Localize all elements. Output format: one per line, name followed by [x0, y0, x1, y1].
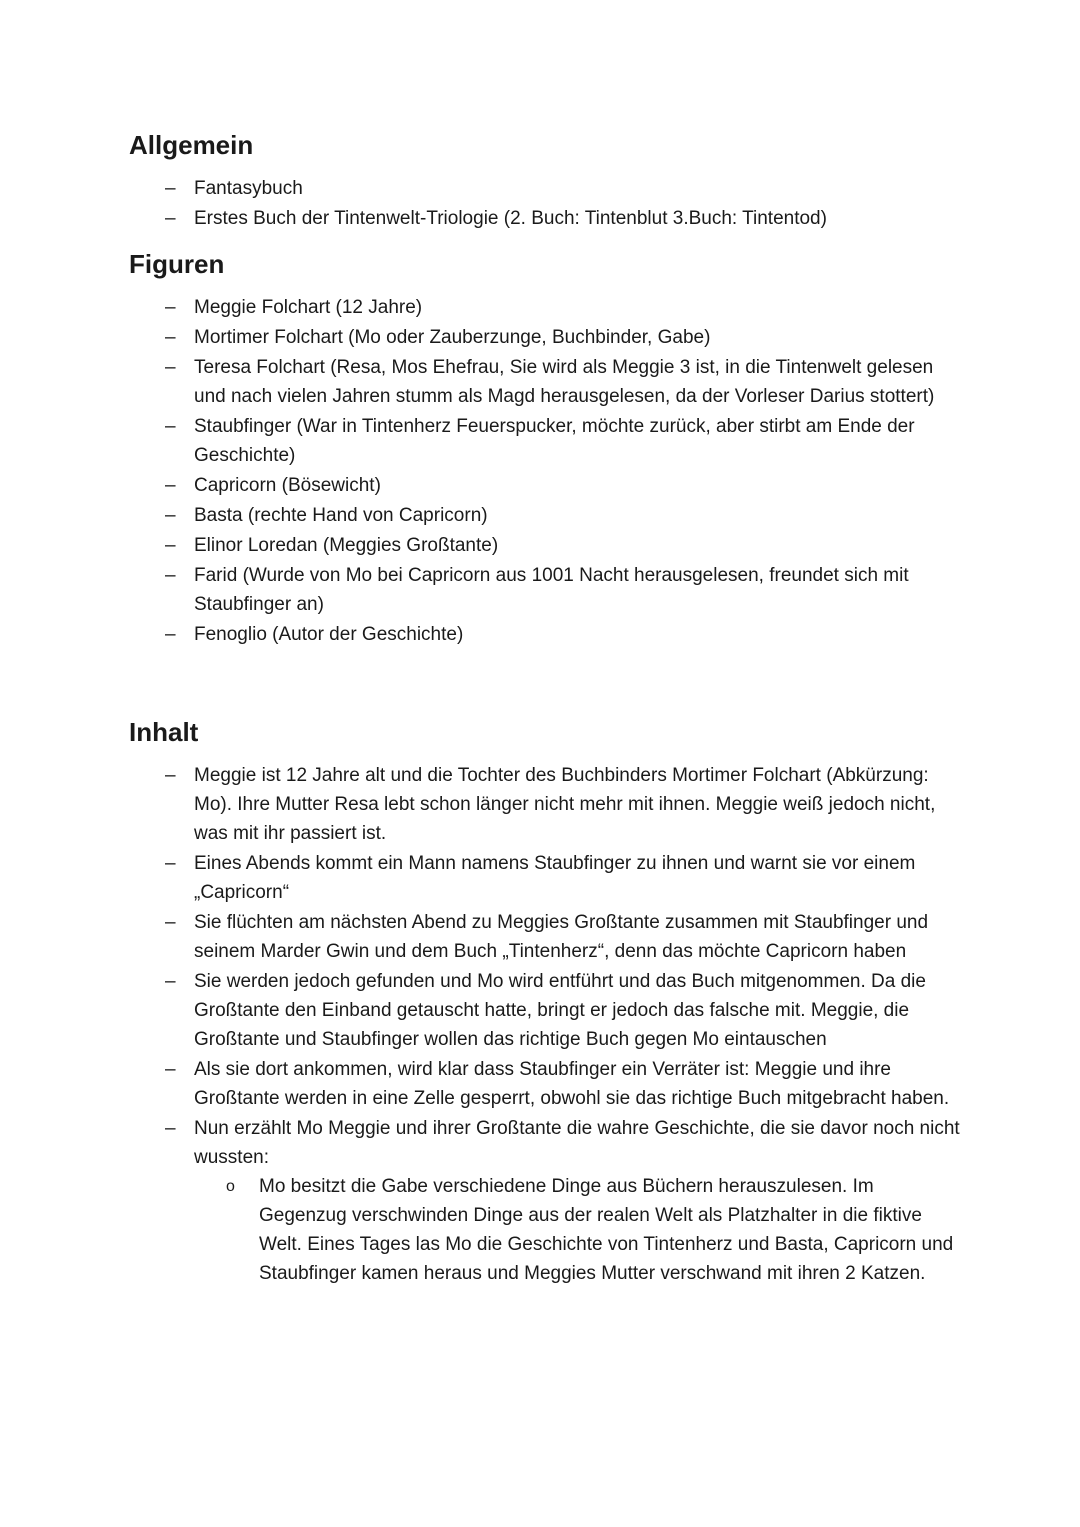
- dash-bullet: –: [165, 505, 176, 526]
- list-item: – Elinor Loredan (Meggies Großtante): [129, 531, 960, 560]
- list-item: – Basta (rechte Hand von Capricorn): [129, 501, 960, 530]
- dash-bullet: –: [165, 765, 176, 786]
- list-item: – Fantasybuch: [129, 174, 960, 203]
- dash-bullet: –: [165, 912, 176, 933]
- list-item: – Meggie ist 12 Jahre alt und die Tochter des Buchbinders Mortimer Folchart (Abkürzung: Mo). Ihre Mutter Resa lebt schon länger nicht mehr mit ihnen. Meggie weiß jedoch nicht, was mit ihr passiert ist.: [129, 761, 960, 848]
- dash-bullet: –: [165, 535, 176, 556]
- list-item: – Teresa Folchart (Resa, Mos Ehefrau, Sie wird als Meggie 3 ist, in die Tintenwelt gelesen und nach vielen Jahren stumm als Magd herausgelesen, da der Vorleser Darius stottert): [129, 353, 960, 411]
- dash-bullet: –: [165, 178, 176, 199]
- dash-bullet: –: [165, 624, 176, 645]
- list-item: – Fenoglio (Autor der Geschichte): [129, 620, 960, 649]
- list-item: – Sie flüchten am nächsten Abend zu Meggies Großtante zusammen mit Staubfinger und seinem Marder Gwin und dem Buch „Tintenherz“, denn das möchte Capricorn haben: [129, 908, 960, 966]
- list-item: – Capricorn (Bösewicht): [129, 471, 960, 500]
- section-title-allgemein: Allgemein: [129, 130, 254, 160]
- dash-bullet: –: [165, 853, 176, 874]
- list-inhalt: [129, 761, 960, 1288]
- dash-bullet: –: [165, 475, 176, 496]
- circle-bullet: o: [226, 1178, 235, 1195]
- dash-bullet: –: [165, 297, 176, 318]
- dash-bullet: –: [165, 357, 176, 378]
- sublist-inhalt: [194, 1172, 960, 1288]
- list-item: – Meggie Folchart (12 Jahre): [129, 293, 960, 322]
- dash-bullet: –: [165, 971, 176, 992]
- dash-bullet: –: [165, 208, 176, 229]
- dash-bullet: –: [165, 416, 176, 437]
- sublist-item: o Mo besitzt die Gabe verschiedene Dinge aus Büchern herauszulesen. Im Gegenzug verschwinden Dinge aus der realen Welt als Platzhalter in die fiktive Welt. Eines Tages las Mo die Geschichte von Tintenherz und Basta, Capricorn und Staubfinger kamen heraus und Meggies Mutter verschwand mit ihren 2 Katzen.: [194, 1172, 960, 1288]
- list-item: – Sie werden jedoch gefunden und Mo wird entführt und das Buch mitgenommen. Da die Großtante den Einband getauscht hatte, bringt er jedoch das falsche mit. Meggie, die Großtante und Staubfinger wollen das richtige Buch gegen Mo eintauschen: [129, 967, 960, 1054]
- section-title-figuren: Figuren: [129, 249, 225, 279]
- dash-bullet: –: [165, 1059, 176, 1080]
- list-item: – Farid (Wurde von Mo bei Capricorn aus 1001 Nacht herausgelesen, freundet sich mit Staubfinger an): [129, 561, 960, 619]
- list-item: – Staubfinger (War in Tintenherz Feuerspucker, möchte zurück, aber stirbt am Ende der Geschichte): [129, 412, 960, 470]
- list-item: – Mortimer Folchart (Mo oder Zauberzunge, Buchbinder, Gabe): [129, 323, 960, 352]
- list-item: – Erstes Buch der Tintenwelt-Triologie (2. Buch: Tintenblut 3.Buch: Tintentod): [129, 204, 960, 233]
- list-item: – Nun erzählt Mo Meggie und ihrer Großtante die wahre Geschichte, die sie davor noch nicht wussten: o Mo besitzt die Gabe verschiedene Dinge aus Büchern herauszulesen. Im Gegenzug verschwinden Dinge aus der realen Welt als Platzhalter in die fiktive Welt. Eines Tages las Mo die Geschichte von Tintenherz und Basta, Capricorn und Staubfinger kamen heraus und Meggies Mutter verschwand mit ihren 2 Katzen.: [129, 1114, 960, 1288]
- list-item: – Als sie dort ankommen, wird klar dass Staubfinger ein Verräter ist: Meggie und ihre Großtante werden in eine Zelle gesperrt, obwohl sie das richtige Buch mitgebracht haben.: [129, 1055, 960, 1113]
- list-item: – Eines Abends kommt ein Mann namens Staubfinger zu ihnen und warnt sie vor einem „Capricorn“: [129, 849, 960, 907]
- dash-bullet: –: [165, 1118, 176, 1139]
- section-title-inhalt: Inhalt: [129, 717, 199, 747]
- list-allgemein: [129, 174, 960, 233]
- dash-bullet: –: [165, 565, 176, 586]
- dash-bullet: –: [165, 327, 176, 348]
- list-figuren: [129, 293, 960, 649]
